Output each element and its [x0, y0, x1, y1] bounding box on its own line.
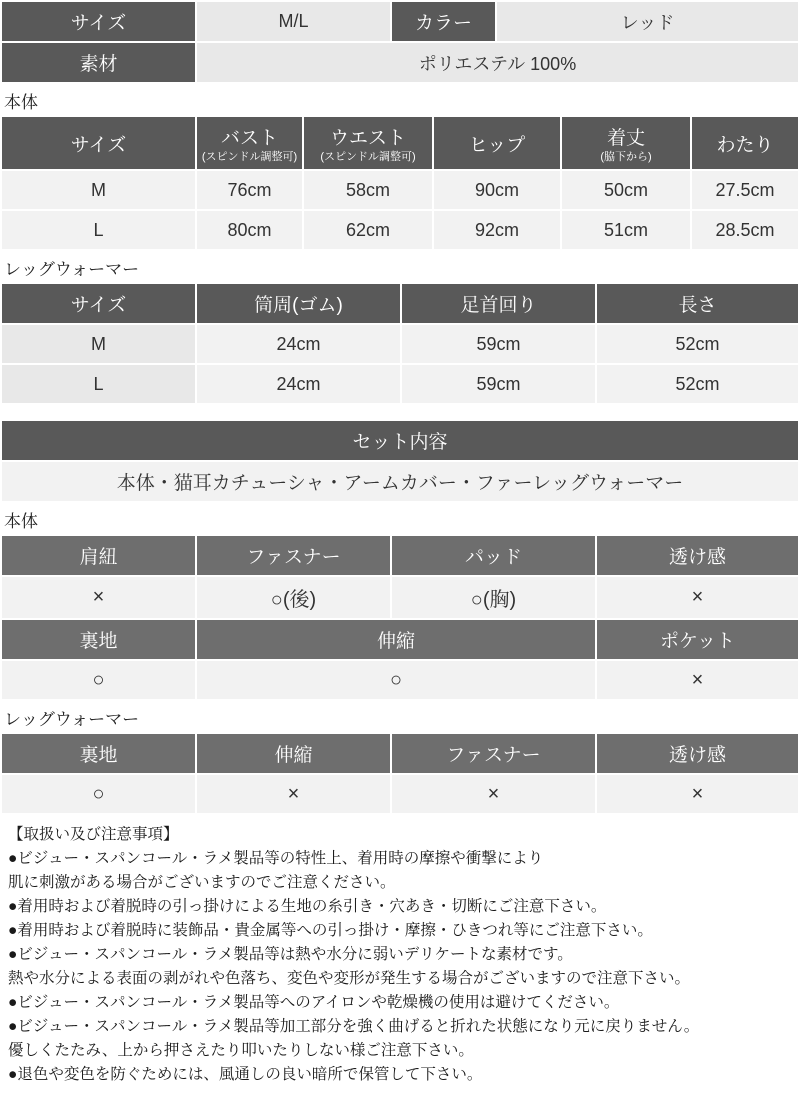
col-header-waist-main: ウエスト [329, 128, 406, 149]
table-row [1, 619, 799, 660]
spec-material-header: 素材 [1, 42, 196, 83]
col-header-bust [196, 116, 303, 170]
table-row [1, 116, 799, 170]
lw-feat-value-stretch: × [196, 774, 391, 814]
notes-line: 優しくたたみ、上から押さえたり叩いたりしない様ご注意下さい。 [8, 1042, 474, 1060]
col-header-thigh-main: わたり [716, 134, 774, 156]
table-row [1, 576, 799, 619]
col-header-hip-main: ヒップ [468, 134, 526, 156]
notes-line: ●着用時および着脱時の引っ掛けによる生地の糸引き・穴あき・切断にご注意下さい。 [8, 898, 607, 916]
lw-col-header-ankle: 足首回り [401, 283, 596, 324]
lw-col-header-length: 長さ [596, 283, 799, 324]
table-row [1, 324, 799, 364]
feat-header-strap: 肩紐 [1, 535, 196, 576]
lw-row-m-size: M [1, 324, 196, 364]
feat-value-stretch: ○ [196, 660, 596, 700]
feat-value-lining: ○ [1, 660, 196, 700]
body-measurement-table [0, 115, 800, 251]
feat-header-stretch: 伸縮 [196, 619, 596, 660]
spec-material-value: ポリエステル 100% [196, 42, 799, 83]
lw-col-header-tube: 筒周(ゴム) [196, 283, 401, 324]
body-features-table [0, 534, 800, 701]
lw-feat-header-stretch: 伸縮 [196, 733, 391, 774]
col-header-size-main: サイズ [70, 134, 127, 156]
notes-line: 熱や水分による表面の剥がれや色落ち、変色や変形が発生する場合がございますので注意下さい。 [8, 970, 691, 988]
body-row-m-length: 50cm [561, 170, 691, 210]
col-header-hip [433, 116, 561, 170]
table-row [1, 774, 799, 814]
table-row [1, 420, 799, 461]
table-row [1, 461, 799, 502]
feat-value-zipper: ○(後) [196, 576, 391, 619]
notes-line: ●退色や変色を防ぐためには、風通しの良い暗所で保管して下さい。 [8, 1066, 483, 1084]
table-row [1, 42, 799, 83]
col-header-length-main: 着丈 [606, 128, 645, 149]
spec-color-value: レッド [496, 1, 799, 42]
notes-line: ●ビジュー・スパンコール・ラメ製品等へのアイロンや乾燥機の使用は避けてください。 [8, 994, 620, 1012]
lw-row-m-length: 52cm [596, 324, 799, 364]
body-row-l-length: 51cm [561, 210, 691, 250]
lw-feat-value-lining: ○ [1, 774, 196, 814]
body-row-l-size: L [1, 210, 196, 250]
spec-table [0, 0, 800, 84]
set-contents-table [0, 419, 800, 503]
table-row [1, 364, 799, 404]
lw-feat-value-sheerness: × [596, 774, 799, 814]
body-row-m-thigh: 27.5cm [691, 170, 799, 210]
notes-title: 【取扱い及び注意事項】 [8, 826, 179, 844]
spacer [0, 405, 800, 419]
legwarmer-features-table [0, 732, 800, 815]
feat-value-pocket: × [596, 660, 799, 700]
table-row [1, 660, 799, 700]
notes-line: ●ビジュー・スパンコール・ラメ製品等は熱や水分に弱いデリケートな素材です。 [8, 946, 573, 964]
feat-header-lining: 裏地 [1, 619, 196, 660]
table-row [1, 535, 799, 576]
legwarmer-features-label: レッグウォーマー [4, 710, 140, 730]
lw-row-m-tube: 24cm [196, 324, 401, 364]
body-section-label: 本体 [4, 93, 38, 112]
col-header-length [561, 116, 691, 170]
lw-feat-header-lining: 裏地 [1, 733, 196, 774]
feat-value-pad: ○(胸) [391, 576, 596, 619]
spec-size-value: M/L [196, 1, 391, 42]
body-row-l-hip: 92cm [433, 210, 561, 250]
col-header-waist-sub: (スピンドル調整可) [320, 151, 416, 163]
body-row-m-waist: 58cm [303, 170, 433, 210]
lw-row-l-tube: 24cm [196, 364, 401, 404]
col-header-size [1, 116, 196, 170]
body-row-l-bust: 80cm [196, 210, 303, 250]
spec-size-header: サイズ [1, 1, 196, 42]
table-row [1, 1, 799, 42]
body-row-m-hip: 90cm [433, 170, 561, 210]
notes-line: ●着用時および着脱時に装飾品・貴金属等への引っ掛け・摩擦・ひきつれ等にご注意下さい。 [8, 922, 653, 940]
feat-value-strap: × [1, 576, 196, 619]
feat-header-zipper: ファスナー [196, 535, 391, 576]
table-row [1, 283, 799, 324]
col-header-waist [303, 116, 433, 170]
feat-header-sheerness: 透け感 [596, 535, 799, 576]
body-row-l-waist: 62cm [303, 210, 433, 250]
lw-row-m-ankle: 59cm [401, 324, 596, 364]
feat-value-sheerness: × [596, 576, 799, 619]
feat-header-pad: パッド [391, 535, 596, 576]
feat-header-pocket: ポケット [596, 619, 799, 660]
body-features-label: 本体 [4, 512, 38, 532]
notes-line: 肌に刺激がある場合がございますのでご注意ください。 [8, 874, 396, 892]
lw-feat-header-zipper: ファスナー [391, 733, 596, 774]
lw-row-l-size: L [1, 364, 196, 404]
lw-row-l-length: 52cm [596, 364, 799, 404]
set-contents-value: 本体・猫耳カチューシャ・アームカバー・ファーレッグウォーマー [1, 461, 799, 502]
col-header-bust-main: バスト [220, 128, 278, 149]
table-row [1, 733, 799, 774]
legwarmer-measurement-table [0, 282, 800, 405]
lw-feat-value-zipper: × [391, 774, 596, 814]
spec-color-header: カラー [391, 1, 496, 42]
col-header-length-sub: (脇下から) [600, 151, 652, 163]
body-row-l-thigh: 28.5cm [691, 210, 799, 250]
lw-feat-header-sheerness: 透け感 [596, 733, 799, 774]
lw-row-l-ankle: 59cm [401, 364, 596, 404]
body-row-m-bust: 76cm [196, 170, 303, 210]
col-header-bust-sub: (スピンドル調整可) [201, 151, 298, 163]
set-contents-header: セット内容 [1, 420, 799, 461]
body-row-m-size: M [1, 170, 196, 210]
table-row [1, 170, 799, 210]
notes-line: ●ビジュー・スパンコール・ラメ製品等の特性上、着用時の摩擦や衝撃により [8, 850, 544, 868]
legwarmer-section-label: レッグウォーマー [4, 260, 140, 280]
lw-col-header-size: サイズ [1, 283, 196, 324]
care-notes [0, 815, 800, 1097]
notes-line: ●ビジュー・スパンコール・ラメ製品等加工部分を強く曲げると折れた状態になり元に戻りません。 [8, 1018, 700, 1036]
table-row [1, 210, 799, 250]
col-header-thigh [691, 116, 799, 170]
